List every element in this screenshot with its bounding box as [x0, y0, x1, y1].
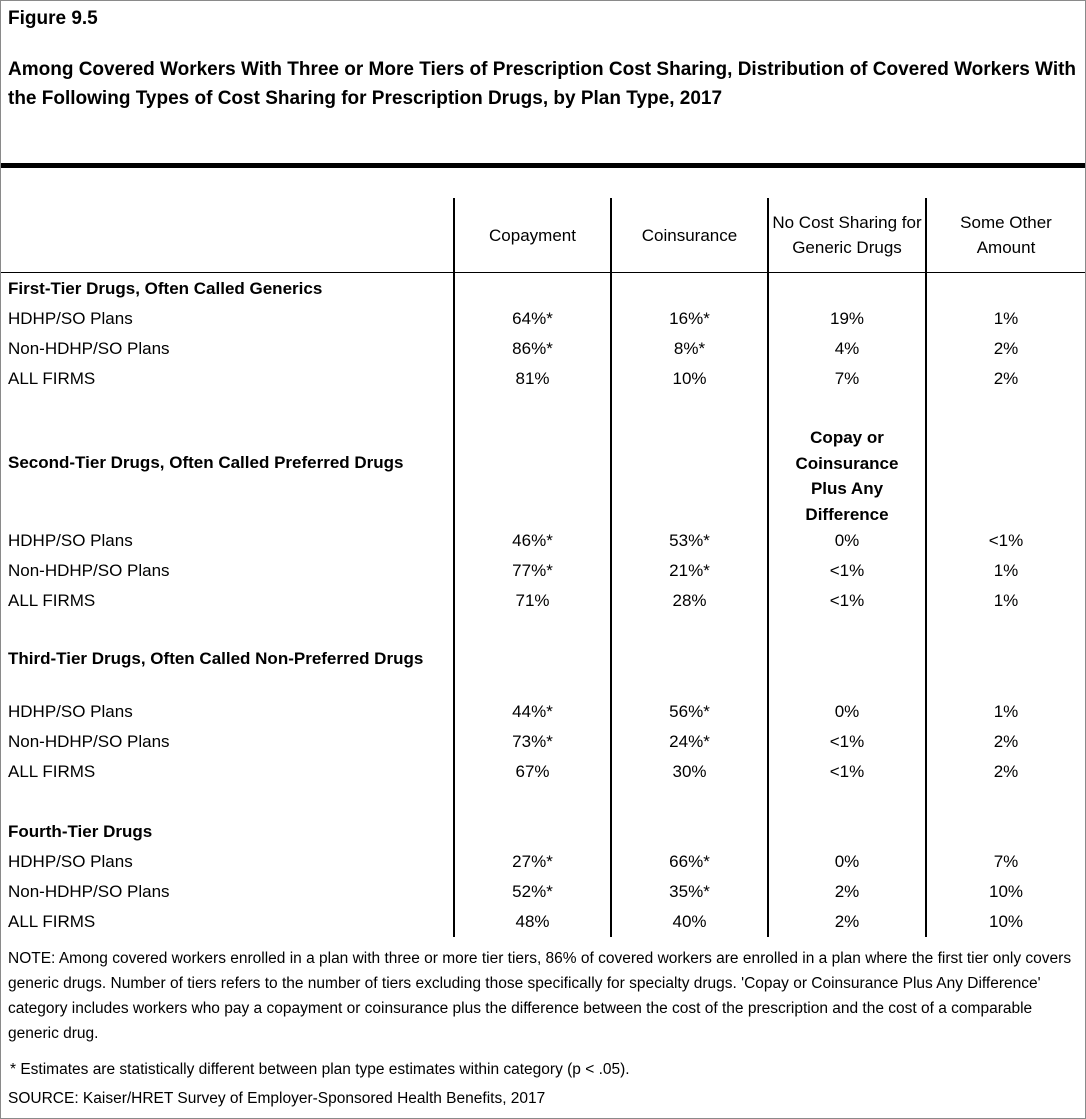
cell-some-other: 10%: [988, 912, 1024, 931]
cell-coinsurance: 8%*: [673, 339, 706, 358]
cell-copay-plus-difference: 0%: [834, 702, 860, 721]
cell-no-cost-sharing: 4%: [834, 339, 860, 358]
cell-some-other: 2%: [993, 732, 1019, 751]
cell-some-other: 1%: [993, 561, 1019, 580]
cell-coinsurance: 40%: [672, 912, 707, 931]
source-text: SOURCE: Kaiser/HRET Survey of Employer-Sponsored Health Benefits, 2017: [8, 1090, 546, 1107]
column-header-some-other-amount: [927, 198, 1085, 272]
cell-coinsurance: 53%*: [669, 531, 710, 550]
cell-coinsurance: 66%*: [669, 852, 710, 871]
table-row: [0, 526, 1086, 556]
cell-copayment: 27%*: [512, 852, 553, 871]
table-row: [0, 304, 1086, 334]
cell-some-other: <1%: [988, 531, 1024, 550]
cell-copayment: 44%*: [512, 702, 553, 721]
row-label: HDHP/SO Plans: [8, 309, 133, 328]
column-header-text: No Cost Sharing for Generic Drugs: [772, 213, 922, 257]
row-label: ALL FIRMS: [8, 591, 96, 610]
cell-coinsurance: 21%*: [669, 561, 710, 580]
row-label: ALL FIRMS: [8, 369, 96, 388]
cell-copayment: 46%*: [512, 531, 553, 550]
cell-coinsurance: 10%: [672, 369, 707, 388]
cell-copay-plus-difference: <1%: [829, 561, 865, 580]
cell-some-other: 2%: [993, 339, 1019, 358]
cell-some-other: 2%: [993, 369, 1019, 388]
cell-some-other: 10%: [988, 882, 1024, 901]
cell-coinsurance: 16%*: [669, 309, 710, 328]
cell-copayment: 77%*: [512, 561, 553, 580]
cell-copay-plus-difference: <1%: [829, 591, 865, 610]
cell-copay-plus-difference: 0%: [834, 531, 860, 550]
row-label: Non-HDHP/SO Plans: [8, 732, 170, 751]
row-label: ALL FIRMS: [8, 912, 96, 931]
cell-copayment: 67%: [515, 762, 550, 781]
cell-copayment: 73%*: [512, 732, 553, 751]
subheader-copay-or-coinsurance: [769, 425, 925, 527]
table-row: [0, 334, 1086, 364]
row-label: ALL FIRMS: [8, 762, 96, 781]
cell-some-other: 1%: [993, 591, 1019, 610]
cell-copayment: 86%*: [512, 339, 553, 358]
cell-copay-plus-difference: <1%: [829, 762, 865, 781]
cell-some-other: 7%: [993, 852, 1019, 871]
column-header-no-cost-sharing: [769, 198, 925, 272]
table-row: [0, 877, 1086, 907]
title-divider: [1, 163, 1085, 168]
column-header-text: Some Other Amount: [960, 213, 1052, 257]
footnote-text: * Estimates are statistically different between plan type estimates within category (p < .05).: [10, 1061, 630, 1078]
cell-copay-plus-difference: 2%: [834, 912, 860, 931]
row-label: HDHP/SO Plans: [8, 531, 133, 550]
section-title-fourth-tier: Fourth-Tier Drugs: [8, 822, 153, 841]
row-label: Non-HDHP/SO Plans: [8, 561, 170, 580]
cell-coinsurance: 28%: [672, 591, 707, 610]
row-label: Non-HDHP/SO Plans: [8, 882, 170, 901]
cell-some-other: 1%: [993, 702, 1019, 721]
table-row: [0, 727, 1086, 757]
cell-copayment: 71%: [515, 591, 550, 610]
section-title-third-tier: Third-Tier Drugs, Often Called Non-Preferred Drugs: [8, 649, 424, 668]
cell-copay-plus-difference: 2%: [834, 882, 860, 901]
cell-coinsurance: 35%*: [669, 882, 710, 901]
cell-coinsurance: 24%*: [669, 732, 710, 751]
cell-copay-plus-difference: <1%: [829, 732, 865, 751]
table-row: [0, 586, 1086, 616]
table-row: [0, 907, 1086, 937]
figure-title: Among Covered Workers With Three or More Tiers of Prescription Cost Sharing, Distribution of Covered Workers With the Following Types of Cost Sharing for Prescription Drugs, by Plan Type, 2017: [8, 59, 1077, 109]
header-divider: [1, 272, 1085, 273]
table-row: [0, 556, 1086, 586]
row-label: Non-HDHP/SO Plans: [8, 339, 170, 358]
column-header-copayment: Copayment: [489, 225, 576, 245]
table-row: [0, 364, 1086, 394]
cell-no-cost-sharing: 7%: [834, 369, 860, 388]
cell-some-other: 2%: [993, 762, 1019, 781]
cell-coinsurance: 56%*: [669, 702, 710, 721]
column-header-coinsurance: Coinsurance: [641, 225, 738, 245]
table-row: [0, 697, 1086, 727]
cell-copay-plus-difference: 0%: [834, 852, 860, 871]
cell-copayment: 64%*: [512, 309, 553, 328]
cell-some-other: 1%: [993, 309, 1019, 328]
row-label: HDHP/SO Plans: [8, 702, 133, 721]
cell-coinsurance: 30%: [672, 762, 707, 781]
cell-copayment: 52%*: [512, 882, 553, 901]
section-title-first-tier: First-Tier Drugs, Often Called Generics: [8, 279, 323, 298]
cell-copayment: 48%: [515, 912, 550, 931]
cell-no-cost-sharing: 19%: [829, 309, 865, 328]
row-label: HDHP/SO Plans: [8, 852, 133, 871]
table-row: [0, 757, 1086, 787]
subheader-text: Copay or Coinsurance Plus Any Difference: [795, 428, 899, 524]
figure-label: Figure 9.5: [8, 8, 98, 29]
cell-copayment: 81%: [515, 369, 550, 388]
section-title-second-tier: Second-Tier Drugs, Often Called Preferred Drugs: [8, 453, 404, 472]
note-text: NOTE: Among covered workers enrolled in a plan with three or more tier tiers, 86% of covered workers are enrolled in a plan where the first tier only covers generic drugs. Number of tiers refers to the number of tiers excluding those specifically for specialty drugs. 'Copay or Coinsurance Plus Any Difference' category includes workers who pay a copayment or coinsurance plus the difference between the cost of the prescription and the cost of a comparable generic drug.: [8, 950, 1072, 1042]
table-row: [0, 847, 1086, 877]
